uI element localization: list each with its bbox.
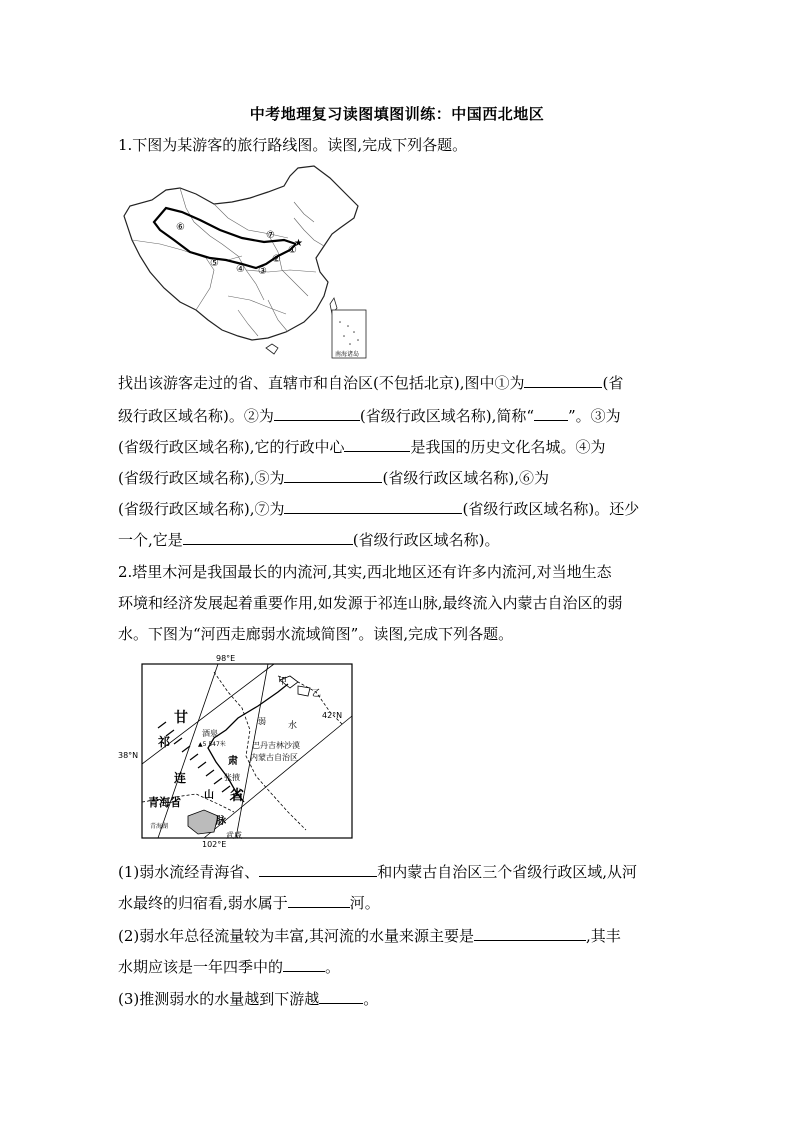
marker-1: ①	[288, 245, 297, 256]
page-title: 中考地理复习读图填图训练：中国西北地区	[249, 105, 545, 123]
q1-line-1: 找出该游客走过的省、直辖市和自治区(不包括北京),图中①为 (省	[118, 374, 624, 392]
q2-sub2-line-2: 水期应该是一年四季中的 。	[118, 958, 341, 976]
answer-blank-4[interactable]	[344, 436, 410, 452]
answer-blank-8[interactable]	[259, 861, 377, 877]
q2-sub3-line-1: (3)推测弱水的水量越到下游越 。	[118, 990, 379, 1008]
answer-blank-5[interactable]	[284, 467, 382, 483]
label-neimenggu: 内蒙古自治区	[250, 753, 298, 762]
answer-blank-10[interactable]	[474, 925, 586, 941]
label-qinghaihu: 青海湖	[150, 823, 169, 830]
answer-blank-7[interactable]	[183, 529, 353, 545]
marker-7: ⑦	[266, 230, 275, 241]
answer-blank-9[interactable]	[288, 892, 350, 908]
lat-42-label: 42°N	[322, 711, 343, 720]
q2-intro-1: 2.塔里木河是我国最长的内流河,其实,西北地区还有许多内流河,对当地生态	[118, 563, 612, 581]
answer-blank-11[interactable]	[283, 956, 325, 972]
answer-blank-1[interactable]	[524, 372, 602, 388]
q2-intro-3: 水。下图为“河西走廊弱水流域简图”。读图,完成下列各题。	[118, 625, 514, 643]
label-badain: 巴丹吉林沙漠	[252, 741, 300, 750]
label-gan: 甘	[174, 710, 188, 726]
label-shui: 水	[288, 721, 298, 731]
label-sheng: 省	[230, 788, 244, 804]
q2-sub1-line-1: (1)弱水流经青海省、 和内蒙古自治区三个省级行政区域,从河	[118, 863, 638, 881]
q2-intro-2: 环境和经济发展起着重要作用,如发源于祁连山脉,最终流入内蒙古自治区的弱	[118, 594, 623, 612]
q1-line-6: 一个,它是 (省级行政区域名称)。	[118, 531, 500, 549]
label-mai: 脉	[216, 816, 226, 827]
label-ruo: 弱	[258, 717, 266, 726]
answer-blank-2[interactable]	[274, 405, 360, 421]
answer-blank-3[interactable]	[534, 405, 568, 421]
q1-stem: 1.下图为某游客的旅行路线图。读图,完成下列各题。	[118, 136, 468, 154]
label-su: 肃	[228, 756, 238, 767]
lon-102-label: 102°E	[202, 840, 227, 848]
q1-line-2: 级行政区域名称)。②为 (省级行政区域名称),简称“ ”。③为	[118, 407, 621, 425]
china-route-map	[118, 160, 368, 360]
marker-3: ③	[258, 266, 267, 277]
ruoshui-basin-map	[118, 652, 358, 848]
label-yi: 乙	[312, 689, 322, 699]
q2-sub2-line-1: (2)弱水年总径流量较为丰富,其河流的水量来源主要是 ,其丰	[118, 927, 621, 945]
answer-blank-6[interactable]	[284, 498, 462, 514]
label-jia: 甲	[278, 677, 288, 687]
inset-label: 南海诸岛	[335, 351, 360, 358]
south-china-sea-inset	[332, 310, 366, 358]
q2-sub1-line-2: 水最终的归宿看,弱水属于 河。	[118, 894, 380, 912]
marker-5: ⑤	[210, 258, 219, 269]
label-shan: 山	[204, 790, 214, 801]
label-lian: 连	[174, 771, 187, 785]
label-qinghai: 青海省	[148, 796, 181, 809]
q1-line-4: (省级行政区域名称),⑤为 (省级行政区域名称),⑥为	[118, 469, 549, 487]
lon-98-label: 98°E	[216, 654, 236, 663]
q1-line-5: (省级行政区域名称),⑦为 (省级行政区域名称)。还少	[118, 500, 640, 518]
label-peak: ▲5 547米	[198, 741, 226, 748]
marker-4: ④	[236, 264, 245, 275]
label-wuwei: 武威	[226, 831, 242, 840]
q1-line-3: (省级行政区域名称),它的行政中心 是我国的历史文化名城。④为	[118, 438, 606, 456]
label-qi: 祁	[158, 735, 171, 749]
label-jiuquan: 酒泉	[202, 729, 218, 738]
marker-2: ②	[272, 254, 281, 265]
answer-blank-12[interactable]	[319, 988, 363, 1004]
label-zhangye: 张掖	[224, 773, 240, 782]
beijing-star-icon: ★	[294, 238, 303, 249]
marker-6: ⑥	[176, 222, 185, 233]
lat-38-label: 38°N	[118, 751, 139, 760]
